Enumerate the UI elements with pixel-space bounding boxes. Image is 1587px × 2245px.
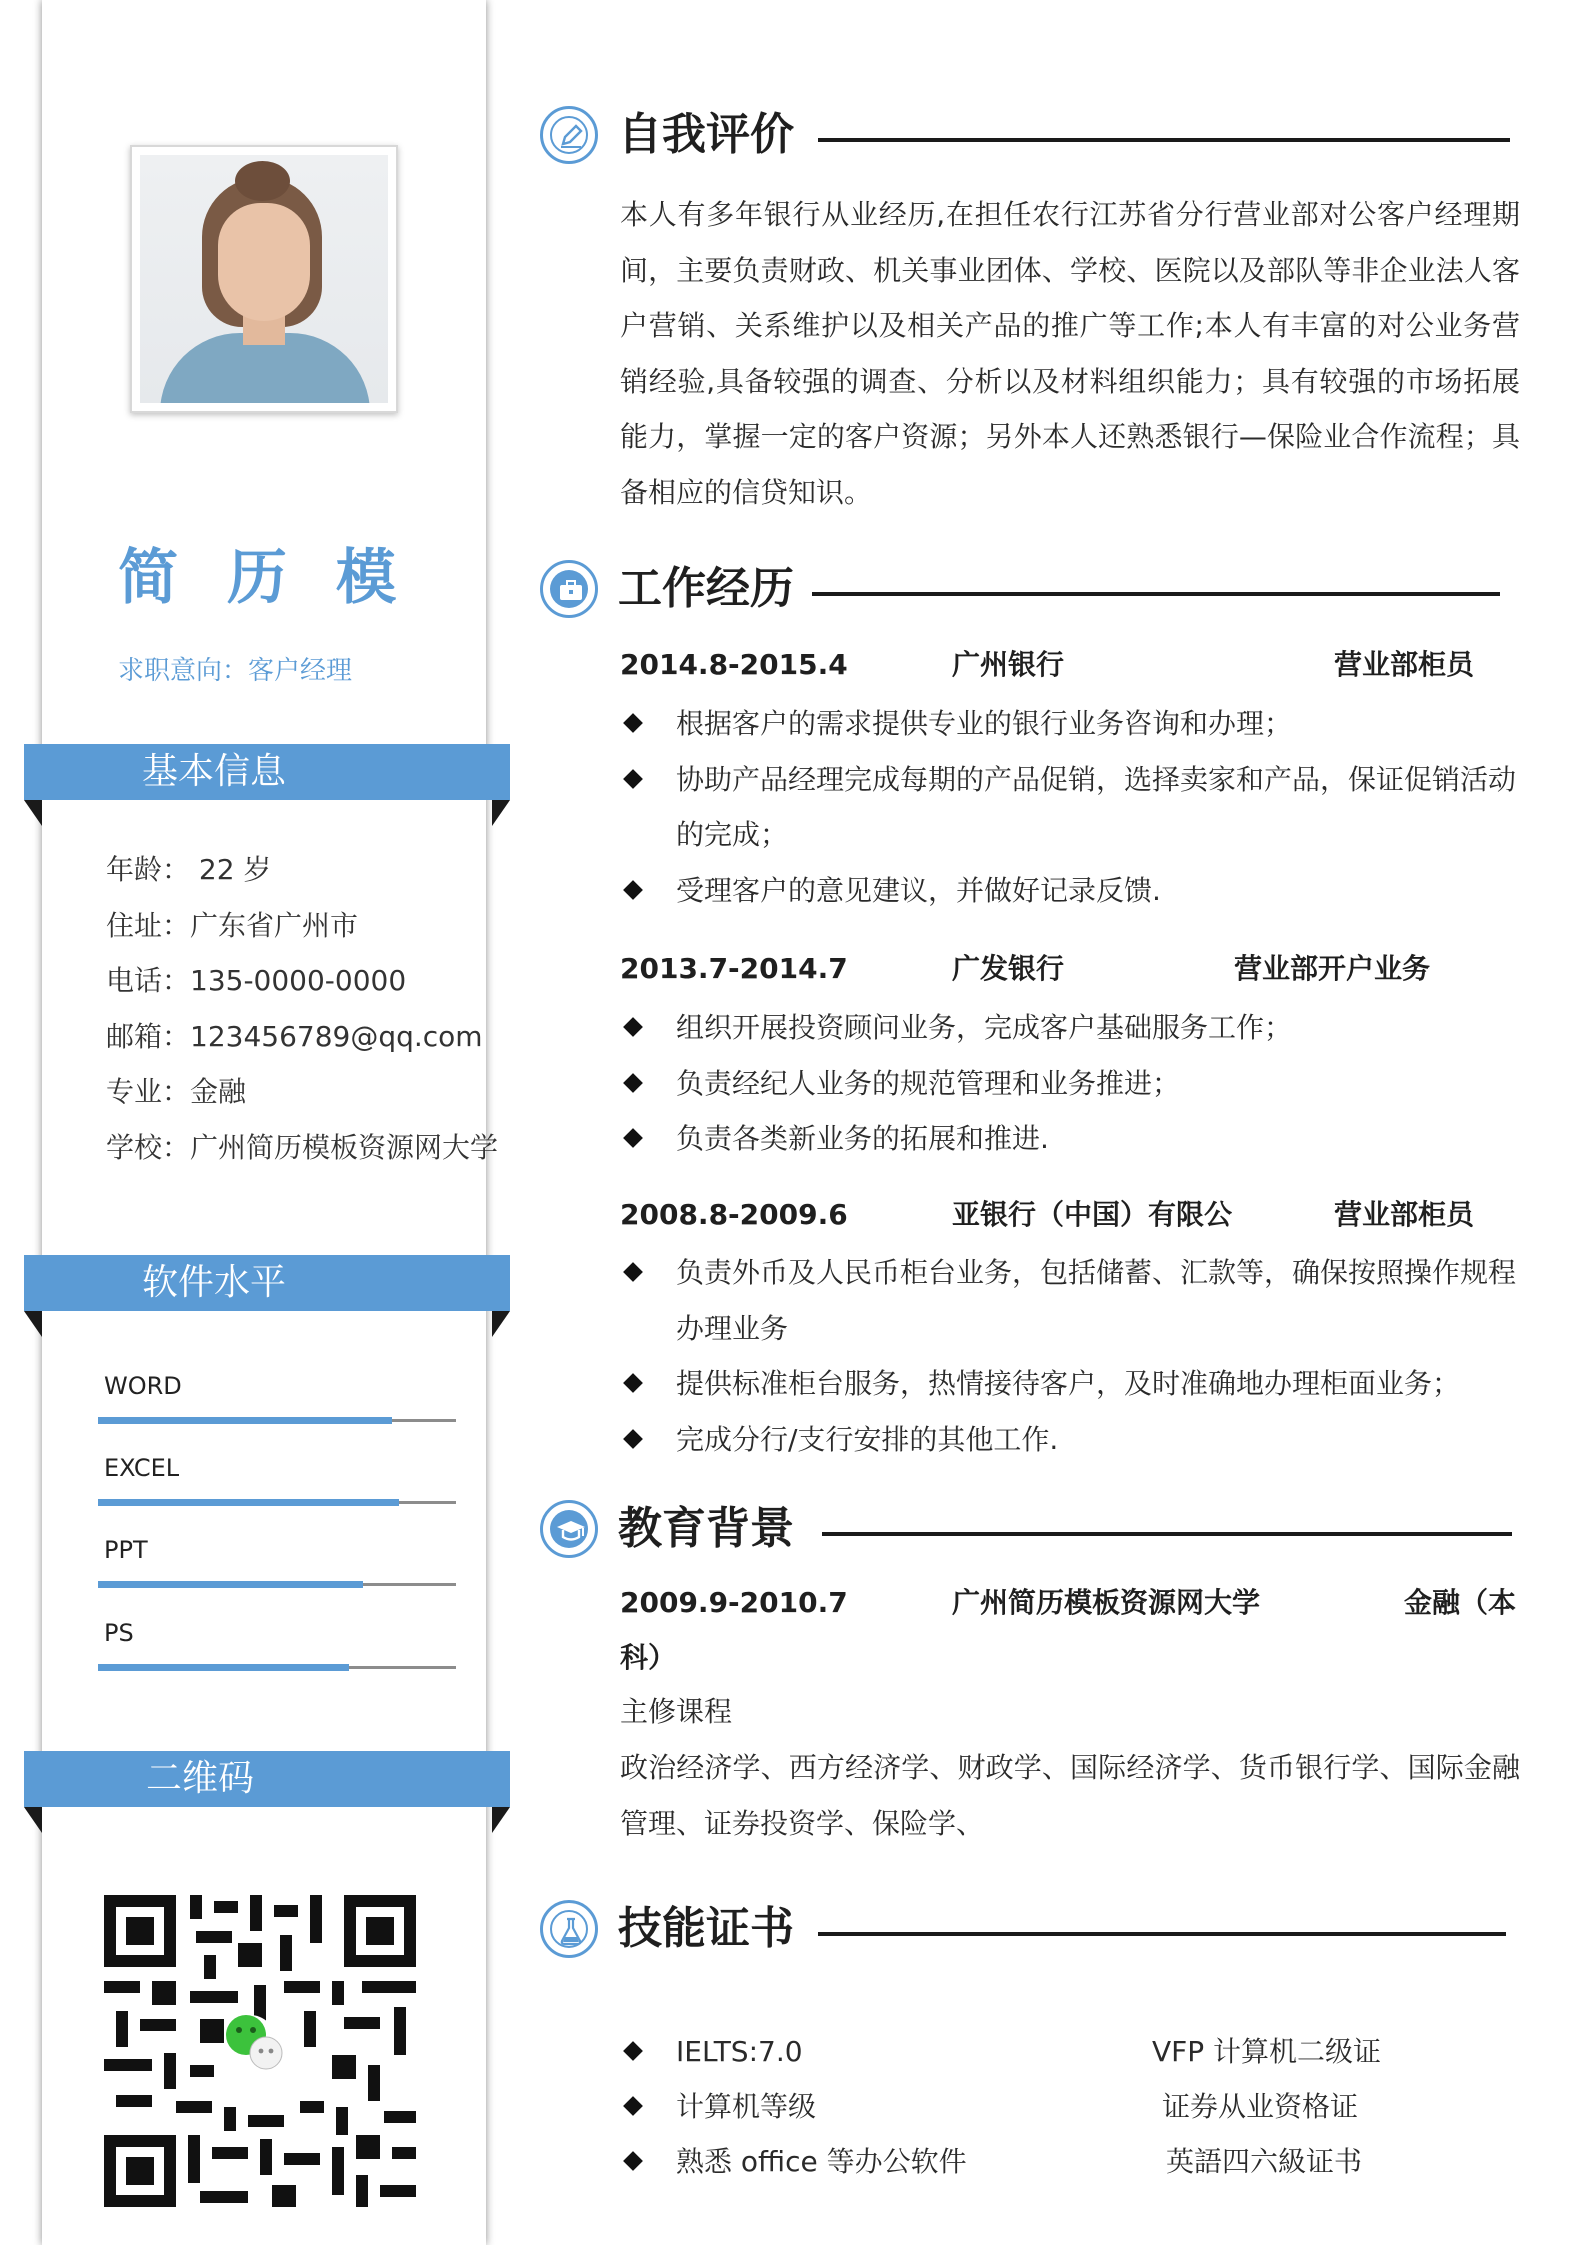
sidebar: [42, 0, 499, 2245]
section-title: 自我评价: [618, 109, 794, 160]
courses-text: 政治经济学、西方经济学、财政学、国际经济学、货币银行学、国际金融管理、证券投资学、保险学、: [620, 1751, 1520, 1840]
edu-school: 广州简历模板资源网大学: [952, 1586, 1261, 1619]
skill-label: EXCEL: [104, 1454, 180, 1482]
qrcode-banner: [24, 1751, 510, 1807]
job-period: 2014.8-2015.4: [620, 648, 848, 681]
education-header-cont: [620, 1633, 1520, 1683]
info-school: 学校：广州简历模板资源网大学: [106, 1130, 499, 1164]
basic-info-title: 基本信息: [142, 751, 287, 792]
list-item: 完成分行/支行安排的其他工作.: [620, 1412, 1520, 1468]
job-header: [620, 1190, 1520, 1240]
basic-info-list: [106, 842, 498, 1175]
edu-period: 2009.9-2010.7: [620, 1586, 848, 1619]
avatar: [140, 155, 388, 403]
list-item: 根据客户的需求提供专业的银行业务咨询和办理；: [620, 696, 1520, 752]
job-header: [620, 640, 1520, 690]
skill-bar: [98, 1664, 349, 1671]
cert-left: IELTS:7.0: [676, 2035, 803, 2068]
job-period: 2013.7-2014.7: [620, 952, 848, 985]
skill-label: PPT: [104, 1536, 148, 1564]
cert-right: VFP 计算机二级证: [1152, 2035, 1382, 2068]
job-role: 营业部柜员: [1334, 1198, 1475, 1231]
cert-left: 计算机等级: [676, 2090, 817, 2123]
skill-word: [98, 1372, 456, 1442]
graduation-cap-icon: [540, 1500, 598, 1558]
briefcase-icon: [540, 560, 598, 618]
job-role: 营业部柜员: [1334, 648, 1475, 681]
list-item: 组织开展投资顾问业务，完成客户基础服务工作；: [620, 1000, 1520, 1056]
info-phone: 电话：135-0000-0000: [106, 964, 407, 997]
section-rule: [812, 592, 1500, 596]
section-rule: [822, 1532, 1512, 1536]
edu-major: 金融（本: [1404, 1586, 1517, 1619]
job-period: 2008.8-2009.6: [620, 1198, 848, 1231]
section-rule: [818, 1932, 1506, 1936]
job-duties: [620, 696, 1520, 918]
skill-label: WORD: [104, 1372, 182, 1400]
skill-ps: [98, 1619, 456, 1689]
qrcode-title: 二维码: [146, 1758, 255, 1799]
basic-info-banner: [24, 744, 510, 800]
job-intent: 求职意向：客户经理: [118, 656, 353, 686]
info-email: 邮箱：123456789@qq.com: [106, 1019, 483, 1053]
info-age: 年龄： 22 岁: [106, 853, 272, 886]
list-item: 负责外币及人民币柜台业务，包括储蓄、汇款等，确保按照操作规程办理业务: [620, 1245, 1520, 1356]
list-item: 负责经纪人业务的规范管理和业务推进；: [620, 1056, 1520, 1112]
list-item: 受理客户的意见建议，并做好记录反馈.: [620, 863, 1520, 919]
job-company: 广发银行: [952, 952, 1065, 985]
list-item: 负责各类新业务的拓展和推进.: [620, 1111, 1520, 1167]
education-header: [620, 1578, 1520, 1628]
section-certs: [540, 1900, 1512, 1970]
info-major: 专业：金融: [106, 1075, 247, 1108]
section-education: [540, 1500, 1512, 1570]
skill-bar: [98, 1417, 392, 1424]
cert-right: 证券从业资格证: [1162, 2090, 1359, 2123]
profile-photo: [130, 145, 398, 413]
cert-row: [620, 2134, 1520, 2189]
job-duties: [620, 1245, 1520, 1467]
section-rule: [818, 138, 1510, 142]
section-title: 工作经历: [618, 563, 794, 614]
job-role: 营业部开户业务: [1234, 952, 1431, 985]
section-title: 技能证书: [618, 1903, 794, 1954]
courses-label: 主修课程: [620, 1695, 733, 1728]
software-banner: [24, 1255, 510, 1311]
job-company: 广州银行: [952, 648, 1065, 681]
job-company: 亚银行（中国）有限公: [952, 1198, 1233, 1231]
cert-row: [620, 2079, 1520, 2134]
info-address: 住址：广东省广州市: [106, 908, 359, 942]
pencil-icon: [540, 106, 598, 164]
section-self-eval: [540, 106, 1512, 176]
flask-icon: [540, 1900, 598, 1958]
edu-major-cont: 科）: [620, 1641, 677, 1674]
skill-excel: [98, 1454, 456, 1524]
list-item: 提供标准柜台服务，热情接待客户，及时准确地办理柜面业务；: [620, 1356, 1520, 1412]
cert-row: [620, 2024, 1520, 2079]
job-header: [620, 944, 1520, 994]
section-work: [540, 560, 1512, 630]
skill-bar: [98, 1499, 399, 1506]
skill-bar: [98, 1581, 363, 1588]
section-title: 教育背景: [618, 1503, 794, 1554]
list-item: 协助产品经理完成每期的产品促销，选择卖家和产品，保证促销活动的完成；: [620, 752, 1520, 863]
cert-left: 熟悉 office 等办公软件: [676, 2145, 967, 2178]
qr-code-icon: [104, 1895, 416, 2207]
skill-label: PS: [104, 1619, 134, 1647]
self-eval-text: 本人有多年银行从业经历,在担任农行江苏省分行营业部对公客户经理期间，主要负责财政、机关事业团体、学校、医院以及部队等非企业法人客户营销、关系维护以及相关产品的推广等工作;本人有丰富的对公业务营销经验,具备较强的调查、分析以及材料组织能力；具有较强的市场拓展能力，掌握一定的客户资源；另外本人还熟悉银行—保险业合作流程；具备相应的信贷知识。: [620, 198, 1520, 509]
cert-right: 英語四六級证书: [1166, 2145, 1363, 2178]
candidate-name: 简 历 模: [118, 543, 410, 613]
software-title: 软件水平: [142, 1262, 287, 1303]
job-duties: [620, 1000, 1520, 1167]
skill-ppt: [98, 1536, 456, 1606]
